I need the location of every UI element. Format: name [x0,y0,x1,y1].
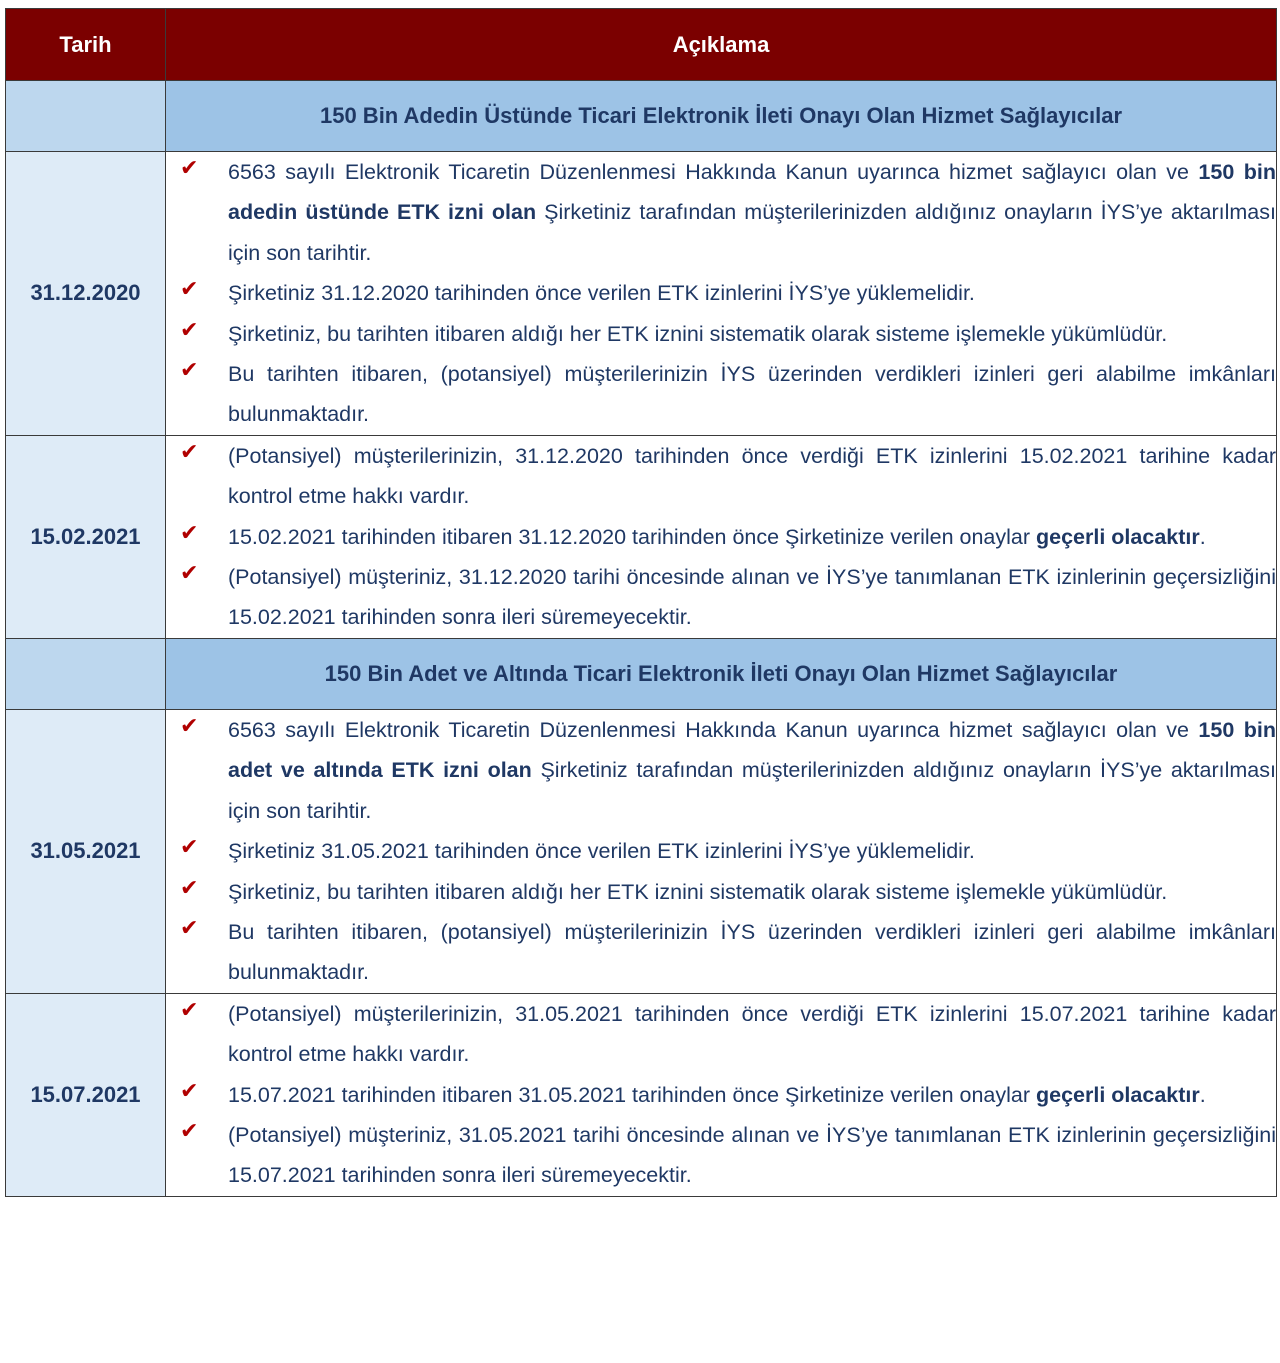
list-item [166,1115,1276,1196]
check-icon: ✔ [180,277,199,303]
emphasis-text: 150 bin adet ve altında ETK izni olan [228,717,1276,783]
list-item [166,831,1276,871]
check-icon: ✔ [180,997,199,1023]
table-header-row [6,9,1277,81]
document [5,8,1276,1197]
description-cell [166,435,1277,638]
list-item [166,314,1276,354]
list-item [166,1075,1276,1115]
item-text: (Potansiyel) müşteriniz, 31.12.2020 tarihi öncesinde alınan ve İYS’ye tanımlanan ETK izinlerinin geçersizliğini 15.02.2021 tarihinden sonra ileri süremeyecektir. [228,565,1276,630]
item-text: (Potansiyel) müşterilerinizin, 31.05.2021 tarihinden önce verdiği ETK izinlerini 15.07.2021 tarihine kadar kontrol etme hakkı vardır. [228,1001,1276,1067]
emphasis-text: 150 bin adedin üstünde ETK izni olan [228,160,1276,225]
item-text: 6563 sayılı Elektronik Ticaretin Düzenlenmesi Hakkında Kanun uyarınca hizmet sağlayıcı olan ve [228,160,1199,184]
table-row [6,709,1277,993]
emphasis-text: geçerli olacaktır [1036,1082,1200,1107]
list-item [166,273,1276,313]
check-icon: ✔ [180,358,199,384]
header-description: Açıklama [166,9,1277,81]
check-icon: ✔ [180,156,199,181]
section-row [6,638,1277,709]
list-item [166,517,1276,557]
item-text: . [1199,524,1206,549]
item-text: Bu tarihten itibaren, (potansiyel) müşterilerinizin İYS üzerinden verdikleri izinleri geri alabilme imkânları bulunmaktadır. [228,362,1276,427]
check-icon: ✔ [180,713,199,739]
description-cell [166,709,1277,993]
item-text: (Potansiyel) müşteriniz, 31.05.2021 tarihi öncesinde alınan ve İYS’ye tanımlanan ETK izinlerinin geçersizliğini 15.07.2021 tarihinden sonra ileri süremeyecektir. [228,1122,1276,1188]
date-cell: 15.07.2021 [6,993,166,1196]
description-cell [166,152,1277,436]
header-date: Tarih [6,9,166,81]
bullet-list [166,710,1276,993]
item-text: 15.07.2021 tarihinden itibaren 31.05.2021 tarihinden önce Şirketinize verilen onaylar [228,1082,1036,1107]
check-icon: ✔ [180,835,199,861]
item-text: (Potansiyel) müşterilerinizin, 31.12.2020 tarihinden önce verdiği ETK izinlerini 15.02.2021 tarihine kadar kontrol etme hakkı vardır. [228,443,1276,509]
section-title: 150 Bin Adedin Üstünde Ticari Elektronik İleti Onayı Olan Hizmet Sağlayıcılar [166,81,1277,152]
check-icon: ✔ [180,520,199,546]
table-row [6,152,1277,436]
item-text: Şirketiniz 31.05.2021 tarihinden önce verilen ETK izinlerini İYS’ye yüklemelidir. [228,839,975,864]
description-cell [166,993,1277,1196]
list-item [166,354,1276,435]
section-left-cell [6,638,166,709]
date-cell: 31.05.2021 [6,709,166,993]
check-icon: ✔ [180,1078,199,1104]
table-row [6,993,1277,1196]
check-icon: ✔ [180,915,199,941]
list-item [166,994,1276,1075]
item-text: 6563 sayılı Elektronik Ticaretin Düzenlenmesi Hakkında Kanun uyarınca hizmet sağlayıcı olan ve [228,717,1199,742]
emphasis-text: geçerli olacaktır [1036,524,1200,549]
section-row [6,81,1277,152]
table-row [6,435,1277,638]
check-icon: ✔ [180,317,199,343]
item-text: Şirketiniz, bu tarihten itibaren aldığı her ETK iznini sistematik olarak sisteme işlemekle yükümlüdür. [228,321,1168,346]
item-text: Şirketiniz, bu tarihten itibaren aldığı her ETK iznini sistematik olarak sisteme işlemekle yükümlüdür. [228,879,1168,904]
table-body [6,81,1277,1197]
list-item [166,436,1276,517]
bullet-list [166,436,1276,638]
list-item [166,872,1276,912]
list-item [166,912,1276,993]
list-item [166,152,1276,273]
section-left-cell [6,81,166,152]
item-text: 15.02.2021 tarihinden itibaren 31.12.2020 tarihinden önce Şirketinize verilen onaylar [228,524,1036,549]
date-cell: 15.02.2021 [6,435,166,638]
section-title: 150 Bin Adet ve Altında Ticari Elektronik İleti Onayı Olan Hizmet Sağlayıcılar [166,638,1277,709]
timeline-table [5,8,1277,1197]
item-text: Şirketiniz tarafından müşterilerinizden aldığınız onayların İYS’ye aktarılması için son tarihtir. [228,758,1276,823]
check-icon: ✔ [180,1118,199,1144]
item-text: . [1199,1082,1206,1107]
list-item [166,710,1276,831]
date-cell: 31.12.2020 [6,152,166,436]
item-text: Şirketiniz 31.12.2020 tarihinden önce verilen ETK izinlerini İYS’ye yüklemelidir. [228,281,975,306]
list-item [166,557,1276,638]
bullet-list [166,994,1276,1196]
check-icon: ✔ [180,561,199,587]
check-icon: ✔ [180,439,199,465]
item-text: Şirketiniz tarafından müşterilerinizden aldığınız onayların İYS’ye aktarılması için son tarihtir. [228,200,1276,265]
bullet-list [166,152,1276,435]
check-icon: ✔ [180,875,199,901]
item-text: Bu tarihten itibaren, (potansiyel) müşterilerinizin İYS üzerinden verdikleri izinleri geri alabilme imkânları bulunmaktadır. [228,919,1276,985]
